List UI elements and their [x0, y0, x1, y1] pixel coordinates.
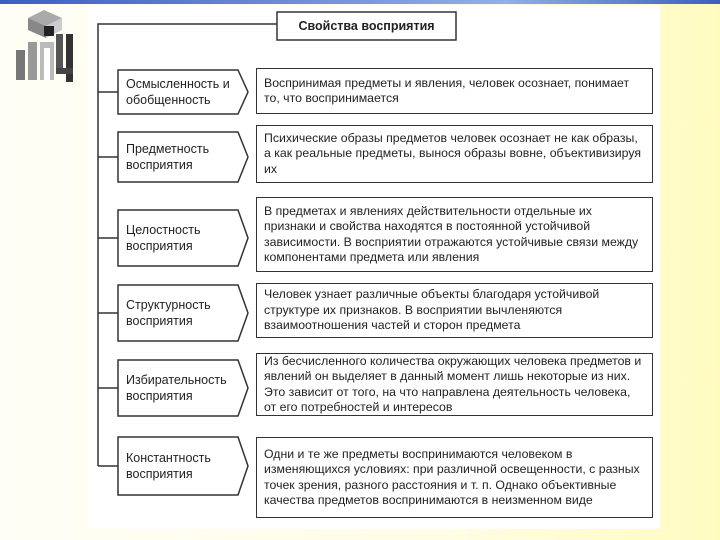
property-description: Психические образы предметов человек осознает не как образы, а как реальные предметы, вынося образы вовне, объективизируя их — [256, 125, 653, 183]
property-description: Человек узнает различные объекты благодаря устойчивой структуре их признаков. В восприятии вычленяются взаимоотношения частей и сторон предмета — [256, 283, 653, 338]
property-label: Структурность восприятия — [126, 298, 211, 328]
diagram-title: Свойства восприятия — [298, 19, 435, 33]
property-description: Воспринимая предметы и явления, человек осознает, понимает то, что воспринимается — [256, 68, 653, 114]
property-description: Из бесчисленного количества окружающих человека предметов и явлений он выделяет в данный момент лишь некоторые из них. Это зависит от того, на что направлена деятельность человека, от его потребностей и интересов — [256, 353, 653, 416]
property-label: Целостность восприятия — [126, 223, 201, 253]
property-description: Одни и те же предметы воспринимаются человеком в изменяющихся условиях: при различной освещенности, с разных точек зрения, разного расстояния и т. п. Однако объективные качества предметов воспринимаются в неизменном виде — [256, 437, 653, 518]
property-label: Избирательность восприятия — [126, 373, 227, 403]
property-label: Предметность восприятия — [126, 142, 210, 172]
property-label: Осмысленность и обобщенность — [126, 77, 230, 107]
property-label: Константность восприятия — [126, 451, 211, 481]
property-description: В предметах и явлениях действительности отдельные их признаки и свойства находятся в постоянной устойчивой зависимости. В восприятии отражаются устойчивые связи между компонентами предмета или явления — [256, 197, 653, 272]
